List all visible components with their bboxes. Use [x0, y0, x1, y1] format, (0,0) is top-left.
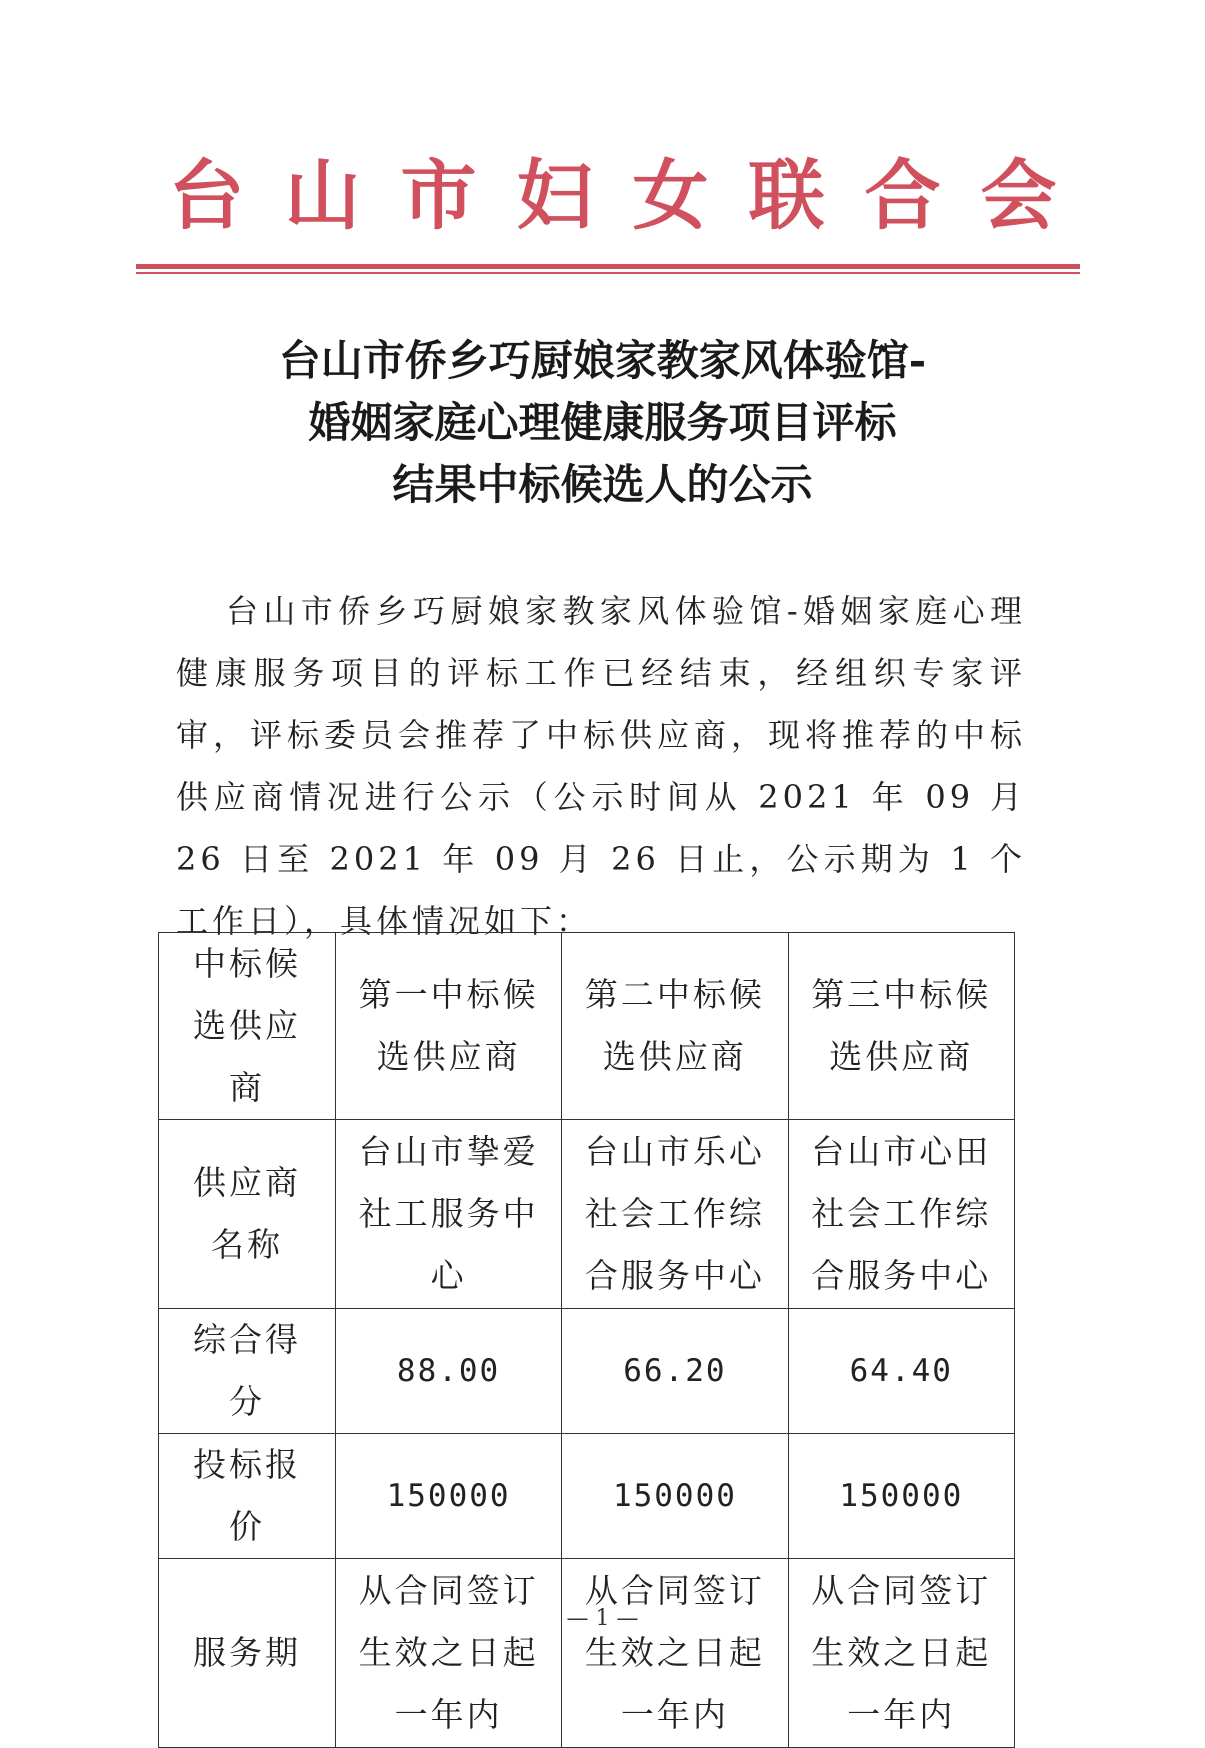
row-label: 投标报价	[159, 1434, 336, 1559]
title-line-2: 婚姻家庭心理健康服务项目评标	[308, 398, 897, 447]
table-cell: 64.40	[788, 1309, 1014, 1434]
table-cell: 台山市心田社会工作综合服务中心	[788, 1120, 1014, 1309]
table-cell: 150000	[562, 1434, 788, 1559]
table-header-second: 第二中标候选供应商	[562, 933, 788, 1120]
header-rule-thin	[136, 272, 1080, 274]
title-line-1: 台山市侨乡巧厨娘家教家风体验馆-	[278, 336, 927, 385]
table-cell: 从合同签订生效之日起一年内	[788, 1559, 1014, 1748]
organization-header: 台山市妇女联合会	[168, 151, 1097, 240]
table-row-score	[159, 1309, 1015, 1434]
table-cell: 从合同签订生效之日起一年内	[335, 1559, 561, 1748]
table-cell: 台山市挚爱社工服务中心	[335, 1120, 561, 1309]
page-number: — 1 —	[566, 1606, 639, 1631]
table-header-row	[159, 933, 1015, 1120]
table-row-service-period	[159, 1559, 1015, 1748]
table-cell: 150000	[788, 1434, 1014, 1559]
table-row-supplier-name	[159, 1120, 1015, 1309]
title-line-3: 结果中标候选人的公示	[392, 460, 813, 509]
table-header-third: 第三中标候选供应商	[788, 933, 1014, 1120]
body-paragraph: 台山市侨乡巧厨娘家教家风体验馆-婚姻家庭心理健康服务项目的评标工作已经结束，经组织专家评审，评标委员会推荐了中标供应商，现将推荐的中标供应商情况进行公示（公示时间从 2021 年 09 月 26 日至 2021 年 09 月 26 日止，公示期为 1 个工作日），具体情况如下：	[176, 592, 1026, 940]
table-cell: 台山市乐心社会工作综合服务中心	[562, 1120, 788, 1309]
row-label: 综合得分	[159, 1309, 336, 1434]
row-label: 供应商名称	[159, 1120, 336, 1309]
table-cell: 150000	[335, 1434, 561, 1559]
table-row-bid-price	[159, 1434, 1015, 1559]
table-cell: 88.00	[335, 1309, 561, 1434]
header-rule-thick	[136, 264, 1080, 269]
table-header-label: 中标候选供应商	[159, 933, 336, 1120]
table-cell: 从合同签订生效之日起一年内	[562, 1559, 788, 1748]
table-cell: 66.20	[562, 1309, 788, 1434]
table-header-first: 第一中标候选供应商	[335, 933, 561, 1120]
row-label: 服务期	[159, 1559, 336, 1748]
document-title	[0, 330, 1205, 516]
